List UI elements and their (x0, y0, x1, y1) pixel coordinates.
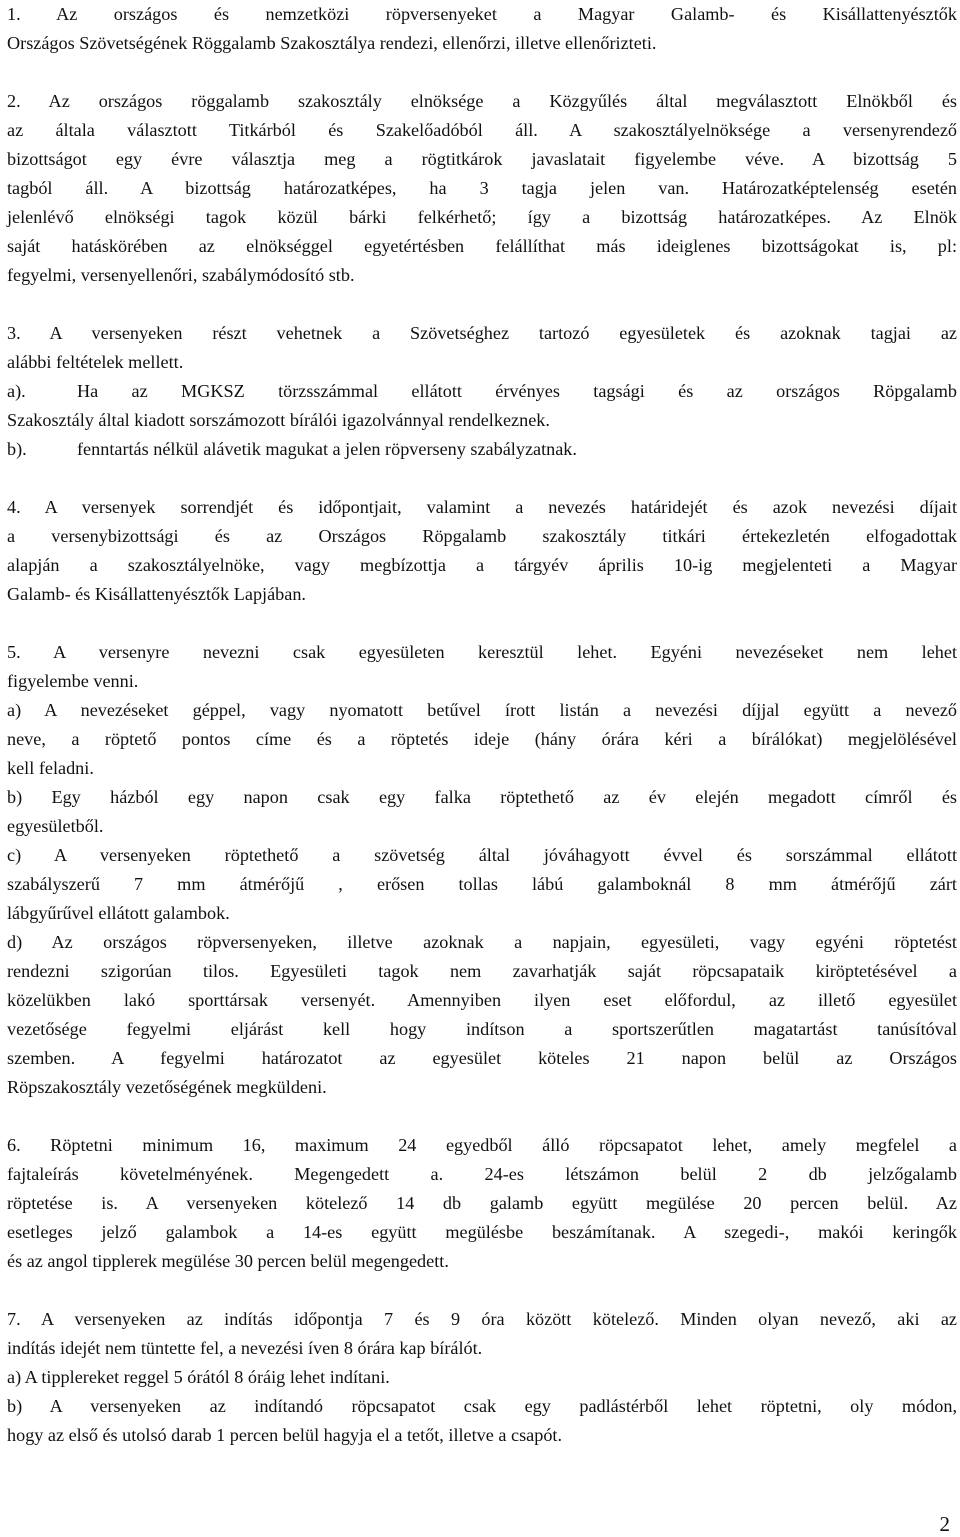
item-label: b). (7, 439, 27, 459)
text-line: esetleges jelző galambok a 14-es együtt megülésbe beszámítanak. A szegedi-, makói keringők (7, 1222, 957, 1242)
text-line: Galamb- és Kisállattenyésztők Lapjában. (7, 584, 306, 604)
text-line: és az angol tipplerek megülése 30 percen belül megengedett. (7, 1251, 449, 1271)
text-line: tagból áll. A bizottság határozatképes, ha 3 tagja jelen van. Határozatképtelenség esetén (7, 178, 957, 198)
text-line: 2. Az országos röggalamb szakosztály elnöksége a Közgyűlés által megválasztott Elnökből és (7, 91, 957, 111)
text-line: fenntartás nélkül alávetik magukat a jelen röpverseny szabályzatnak. (77, 439, 577, 459)
text-line: röptetése is. A versenyeken kötelező 14 db galamb együtt megülése 20 percen belül. Az (7, 1193, 957, 1213)
document-page (7, 0, 957, 1450)
text-line: a versenybizottsági és az Országos Röpgalamb szakosztály titkári értekezletén elfogadottak (7, 526, 957, 546)
text-line: b) Egy házból egy napon csak egy falka röptethető az év elején megadott címről és (7, 787, 957, 807)
text-line: fajtaleírás követelményének. Megengedett a. 24-es létszámon belül 2 db jelzőgalamb (7, 1164, 957, 1184)
text-line: az általa választott Titkárból és Szakelőadóból áll. A szakosztályelnöksége a versenyrendező (7, 120, 957, 140)
text-line: 7. A versenyeken az indítás időpontja 7 és 9 óra között kötelező. Minden olyan nevező, aki az (7, 1309, 957, 1329)
text-line: d) Az országos röpversenyeken, illetve azoknak a napjain, egyesületi, vagy egyéni röptetést (7, 932, 957, 952)
paragraph-gap (7, 464, 957, 493)
text-line: 5. A versenyre nevezni csak egyesületen keresztül lehet. Egyéni nevezéseket nem lehet (7, 642, 957, 662)
paragraph-gap (7, 58, 957, 87)
text-line: rendezni szigorúan tilos. Egyesületi tagok nem zavarhatják saját röpcsapataik kiröptetésével a (7, 961, 957, 981)
section-6 (7, 1131, 957, 1276)
section-7 (7, 1305, 957, 1450)
text-line: bizottságot egy évre választja meg a rögtitkárok javaslatait figyelembe véve. A bizottság 5 (7, 149, 957, 169)
page-number: 2 (939, 1512, 950, 1536)
section-4 (7, 493, 957, 609)
text-line: neve, a röptető pontos címe és a röptetés ideje (hány órára kéri a bírálókat) megjelölésével (7, 729, 957, 749)
text-line: a) A tipplereket reggel 5 órától 8 óráig lehet indítani. (7, 1367, 390, 1387)
section-3 (7, 319, 957, 464)
text-line: 1. Az országos és nemzetközi röpversenyeket a Magyar Galamb- és Kisállattenyésztők (7, 4, 957, 24)
text-line: figyelembe venni. (7, 671, 139, 691)
paragraph-gap (7, 1276, 957, 1305)
text-line: szemben. A fegyelmi határozatot az egyesület köteles 21 napon belül az Országos (7, 1048, 957, 1068)
text-line: c) A versenyeken röptethető a szövetség által jóváhagyott évvel és sorszámmal ellátott (7, 845, 957, 865)
text-line: hogy az első és utolsó darab 1 percen belül hagyja el a tetőt, illetve a csapót. (7, 1425, 563, 1445)
text-line: egyesületből. (7, 816, 104, 836)
text-line: kell feladni. (7, 758, 94, 778)
text-line: a) A nevezéseket géppel, vagy nyomatott betűvel írott listán a nevezési díjjal együtt a nevező (7, 700, 957, 720)
text-line: b) A versenyeken az indítandó röpcsapatot csak egy padlástérből lehet röptetni, oly módon, (7, 1396, 957, 1416)
text-line: Ha az MGKSZ törzsszámmal ellátott érvényes tagsági és az országos Röpgalamb (77, 381, 957, 401)
text-line: alapján a szakosztályelnöke, vagy megbízottja a tárgyév április 10-ig megjelenteti a Magyar (7, 555, 957, 575)
text-line: Országos Szövetségének Röggalamb Szakosztálya rendezi, ellenőrzi, illetve ellenőrizteti. (7, 33, 657, 53)
text-line: 4. A versenyek sorrendjét és időpontjait, valamint a nevezés határidejét és azok nevezési díjait (7, 497, 957, 517)
text-line: 3. A versenyeken részt vehetnek a Szövetséghez tartozó egyesületek és azoknak tagjai az (7, 323, 957, 343)
paragraph-gap (7, 609, 957, 638)
list-item (7, 435, 957, 464)
text-line: alábbi feltételek mellett. (7, 352, 184, 372)
text-line: jelenlévő elnökségi tagok közül bárki felkérhető; így a bizottság határozatképes. Az Elnök (7, 207, 957, 227)
section-5 (7, 638, 957, 1102)
text-line: szabályszerű 7 mm átmérőjű , erősen tollas lábú galamboknál 8 mm átmérőjű zárt (7, 874, 957, 894)
paragraph-gap (7, 290, 957, 319)
list-item (7, 377, 957, 406)
text-line: közelükben lakó sporttársak versenyét. Amennyiben ilyen eset előfordul, az illető egyesület (7, 990, 957, 1010)
text-line: lábgyűrűvel ellátott galambok. (7, 903, 230, 923)
text-line: vezetősége fegyelmi eljárást kell hogy indítson a sportszerűtlen magatartást tanúsítóval (7, 1019, 957, 1039)
text-line: 6. Röptetni minimum 16, maximum 24 egyedből álló röpcsapatot lehet, amely megfelel a (7, 1135, 957, 1155)
item-label: a). (7, 381, 26, 401)
text-line: Szakosztály által kiadott sorszámozott bírálói igazolvánnyal rendelkeznek. (7, 410, 550, 430)
text-line: Röpszakosztály vezetőségének megküldeni. (7, 1077, 327, 1097)
text-line: indítás idejét nem tüntette fel, a nevezési íven 8 órára kap bírálót. (7, 1338, 483, 1358)
section-1 (7, 0, 957, 58)
paragraph-gap (7, 1102, 957, 1131)
section-2 (7, 87, 957, 290)
text-line: fegyelmi, versenyellenőri, szabálymódosító stb. (7, 265, 355, 285)
text-line: saját hatáskörében az elnökséggel egyetértésben felállíthat más ideiglenes bizottságokat is, pl: (7, 236, 957, 256)
